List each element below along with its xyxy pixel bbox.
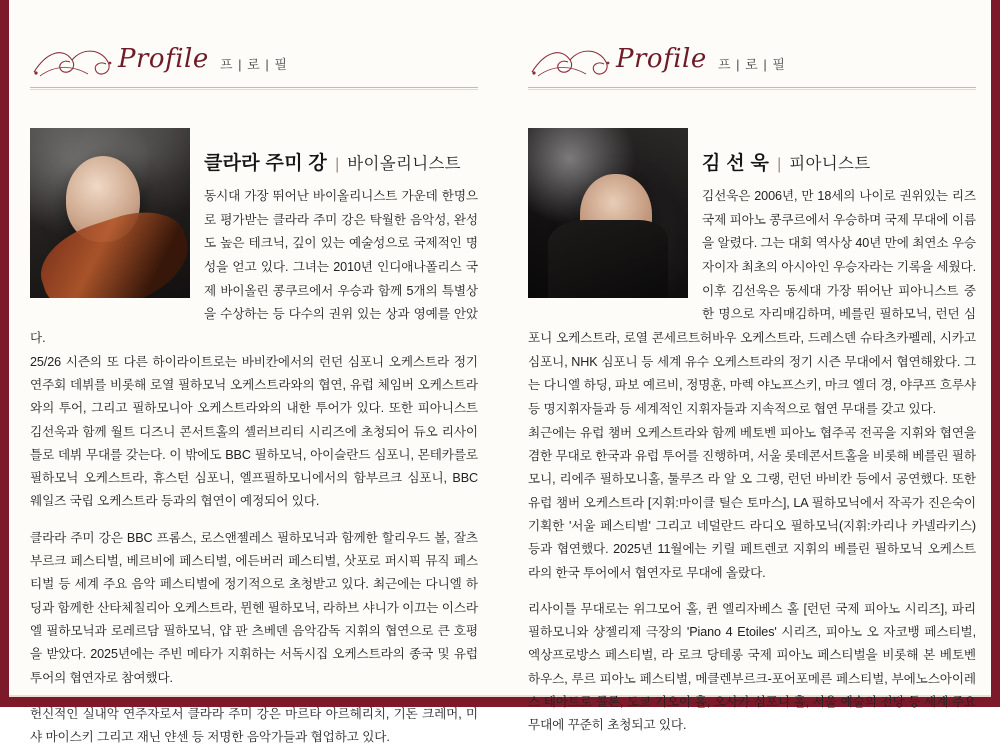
right-content	[528, 126, 976, 738]
left-paragraph-1: 동시대 가장 뛰어난 바이올리니스트 가운데 한명으로 평가받는 클라라 주미 강은 탁월한 음악성, 완성도 높은 테크닉, 깊이 있는 예술성으로 국제적인 명성을 얻고 있다. 그녀는 2010년 인디애나폴리스 국제 바이올린 콩쿠르에서 우승과 함께 5개의 특별상을 수상하는 등 다수의 권위 있는 상과 영예를 안았다.	[30, 189, 478, 346]
profile-script-label: Profile	[616, 44, 707, 74]
left-paragraph-4: 헌신적인 실내악 연주자로서 클라라 주미 강은 마르타 아르헤리치, 기돈 크레머, 미샤 마이스키 그리고 재닌 얀센 등 저명한 음악가들과 협업하고 있다.	[30, 706, 478, 745]
artist-name: 김 선 욱	[702, 153, 770, 174]
right-paragraph-2: 최근에는 유럽 챔버 오케스트라와 함께 베토벤 피아노 협주곡 전곡을 지휘와 협연을 겸한 무대로 한국과 유럽 투어를 진행하며, 서울 롯데콘서트홀을 비롯해 베를린 필하모니, 리에주 필하모니홀, 툴루즈 라 알 오 그랭, 런던 바비칸 등에서 공연했다. 또한 유럽 챔버 오케스트라 [지휘:마이클 틸슨 토마스], LA 필하모닉에서 작곡가 진은숙이 기획한 '서울 페스티벌' 그리고 네덜란드 라디오 필하모닉(지휘:카리나 카넬라키스) 등과 협연했다. 2025년 11월에는 키릴 페트렌코 지휘의 베를린 필하모닉 오케스트라의 한국 투어에서 협연자로 무대에 올랐다.	[528, 425, 976, 580]
right-body-text	[528, 422, 976, 738]
right-profile-header	[528, 40, 976, 88]
profile-script-label: Profile	[118, 44, 209, 74]
left-profile-column	[0, 0, 500, 745]
left-head-row	[30, 126, 478, 351]
violinist-portrait	[30, 128, 190, 298]
profile-korean-label: 프 | 로 | 필	[718, 57, 786, 72]
artist-role: 피아니스트	[789, 155, 871, 173]
right-head-row	[528, 126, 976, 422]
left-body-text	[30, 351, 478, 749]
right-profile-column	[500, 0, 1000, 733]
header-divider-rule	[528, 87, 976, 88]
right-paragraph-3: 리사이틀 무대로는 위그모어 홀, 퀸 엘리자베스 홀 [런던 국제 피아노 시리즈], 파리 필하모니와 샹젤리제 극장의 'Piano 4 Etoiles' 시리즈, 피아노 오 자코뱅 페스티벌, 엑상프로방스 페스티벌, 라 로크 당테롱 국제 피아노 페스티벌을 비롯해 본 베토벤 하우스, 루르 피아노 페스티벌, 메클렌부르크-포어포메른 페스티벌, 부에노스아이레스 테아트로 콜론, 도쿄 기오이 홀, 오사카 심포니 홀, 서울 예술의 전당 등 세계 주요 무대에 꾸준히 초청되고 있다.	[528, 601, 976, 733]
artist-name: 클라라 주미 강	[204, 153, 328, 174]
pianist-portrait	[528, 128, 688, 298]
left-paragraph-2: 25/26 시즌의 또 다른 하이라이트로는 바비칸에서의 런던 심포니 오케스트라 정기 연주회 데뷔를 비롯해 로열 필하모닉 오케스트라와의 협연, 유럽 체임버 오케스트라와의 투어, 그리고 필하모니아 오케스트라와의 내한 투어가 있다. 또한 피아니스트 김선욱과 함께 월트 디즈니 콘서트홀의 셸러브리티 시리즈에 초청되어 듀오 리사이틀로 데뷔 무대를 갖는다. 이 밖에도 BBC 필하모닉, 아이슬란드 심포니, 몬테카를로 필하모닉 오케스트라, 휴스턴 심포니, 엘프필하모니에서의 함부르크 심포니, BBC 웨일즈 국립 오케스트라 등과의 협연이 예정되어 있다.	[30, 354, 478, 509]
profile-korean-label: 프 | 로 | 필	[220, 57, 288, 72]
header-divider-rule	[30, 87, 478, 88]
left-content	[30, 126, 478, 749]
left-profile-header	[30, 40, 478, 88]
name-separator: |	[777, 156, 782, 173]
right-paragraph-1: 김선욱은 2006년, 만 18세의 나이로 권위있는 리즈 국제 피아노 콩쿠르에서 우승하며 국제 무대에 이름을 알렸다. 그는 대회 역사상 40년 만에 최연소 우승자이자 최초의 아시아인 우승자라는 기록을 세웠다. 이후 김선욱은 동세대 가장 뛰어난 피아니스트 중 한 명으로 자리매김하며, 베를린 필하모닉, 런던 심포니 오케스트라, 로열 콘세르트허바우 오케스트라, 드레스덴 슈타츠카펠레, 시카고 심포니, NHK 심포니 등 세계 유수 오케스트라의 정기 시즌 무대에서 협연해왔다. 그는 다니엘 하딩, 파보 예르비, 정명훈, 마렉 야노프스키, 마크 엘더 경, 야쿠프 흐루샤 등 명지휘자들과 등 세계적인 지휘자들과 지속적으로 협연 무대를 갖고 있다.	[528, 189, 976, 417]
left-paragraph-3: 클라라 주미 강은 BBC 프롬스, 로스앤젤레스 필하모닉과 함께한 할리우드 볼, 잘츠부르크 페스티벌, 베르비에 페스티벌, 에든버러 페스티벌, 삿포로 퍼시픽 뮤직 페스티벌 등 세계 주요 음악 페스티벌에 정기적으로 초청받고 있다. 최근에는 다니엘 하딩과 함께한 산타체칠리아 오케스트라, 뮌헨 필하모닉, 라하브 샤니가 이끄는 이스라엘 필하모닉과 로레르담 필하모닉, 얍 판 츠베덴 음악감독 지휘의 협연으로 큰 호평을 받았다. 2025년에는 주빈 메타가 지휘하는 서독시집 오케스트라의 종국 및 유럽 투어의 협연자로 참여했다.	[30, 530, 478, 685]
name-separator: |	[335, 156, 340, 173]
artist-role: 바이올리니스트	[347, 155, 461, 173]
